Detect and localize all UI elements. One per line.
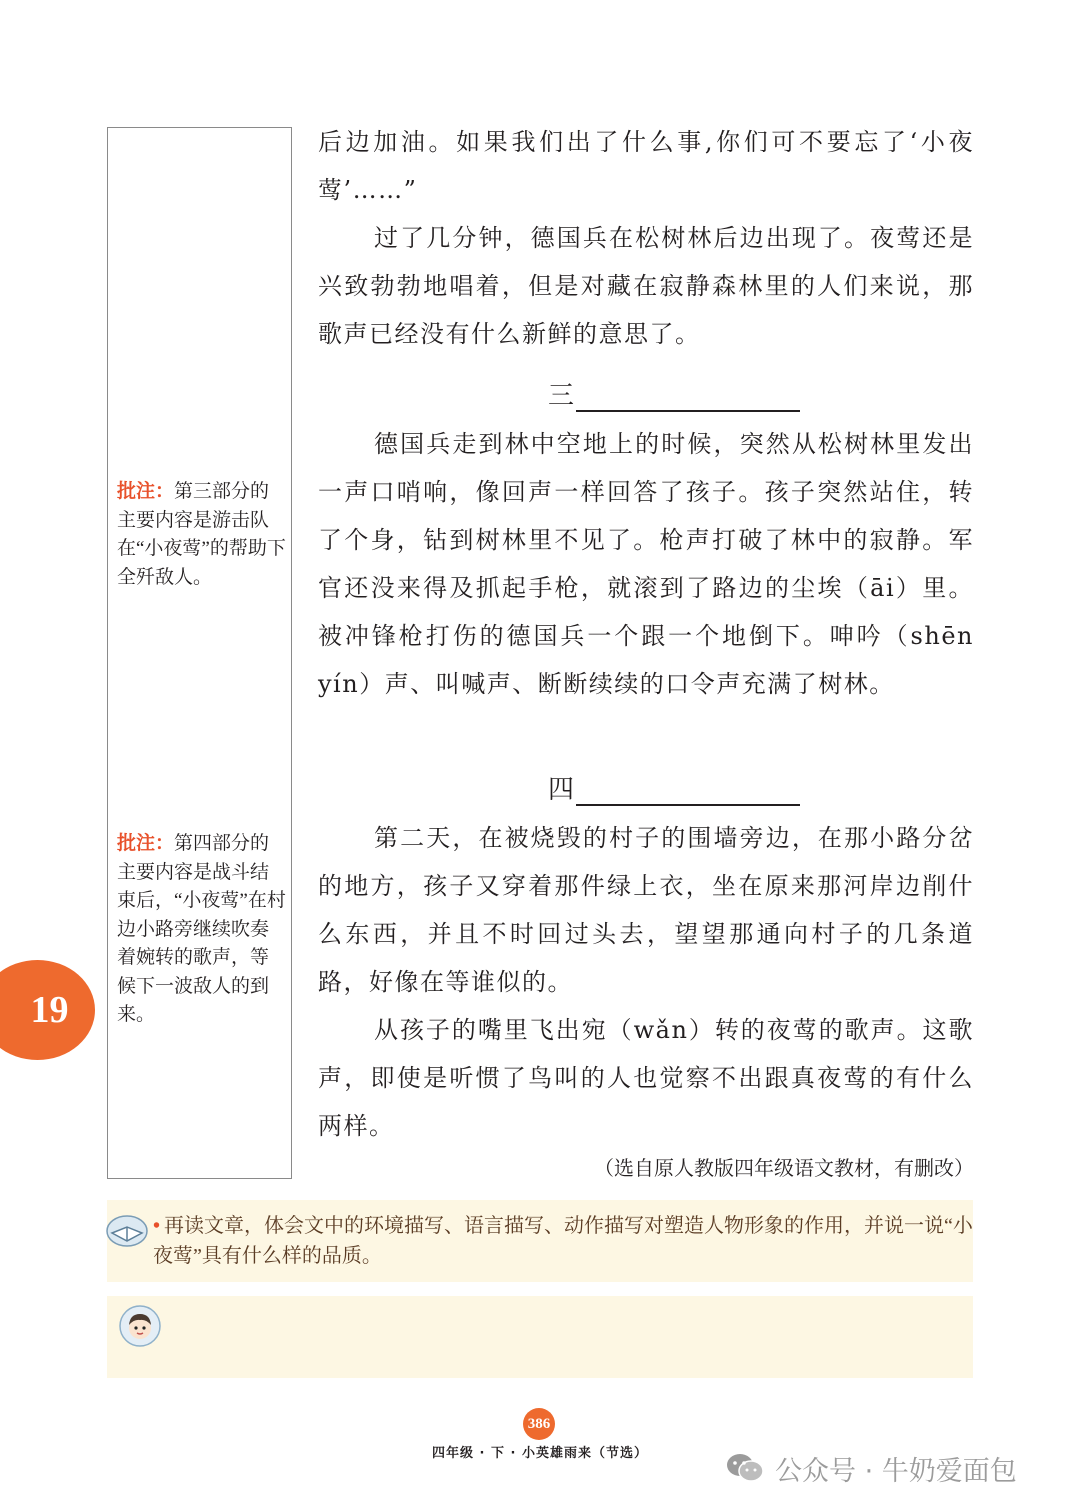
section-heading-3: 三 [548, 381, 575, 411]
question-body: 再读文章，体会文中的环境描写、语言描写、动作描写对塑造人物形象的作用，并说一说“小夜莺”具有什么样的品质。 [153, 1215, 973, 1267]
watermark [725, 1448, 1017, 1488]
answer-box [107, 1296, 973, 1378]
paragraph-4: 第二天，在被烧毁的村子的围墙旁边，在那小路分岔的地方，孩子又穿着那件绿上衣，坐在原来那河岸边削什么东西，并且不时回过头去，望望那通向村子的几条道路，好像在等谁似的。 [318, 824, 974, 996]
watermark-text: 公众号 · 牛奶爱面包 [775, 1455, 1017, 1487]
question-text [153, 1211, 973, 1271]
section-heading-3-underline [576, 410, 800, 412]
section-heading-4: 四 [548, 775, 575, 805]
annotation-text: 第四部分的主要内容是战斗结束后，“小夜莺”在村边小路旁继续吹奏着婉转的歌声，等候下一波敌人的到来。 [117, 833, 286, 1025]
section-heading-4-underline [576, 804, 800, 806]
footer-book-title: 四年级 · 下 · 小英雄雨来（节选） [432, 1446, 648, 1461]
question-bullet: • [153, 1215, 161, 1237]
paragraph-5: 从孩子的嘴里飞出宛（wǎn）转的夜莺的歌声。这歌声，即使是听惯了鸟叫的人也觉察不出跟真夜莺的有什么两样。 [318, 1016, 974, 1140]
annotation-label: 批注： [117, 833, 175, 854]
annotation-text: 第三部分的主要内容是游击队在“小夜莺”的帮助下全歼敌人。 [117, 481, 286, 588]
paragraph-2: 过了几分钟，德国兵在松树林后边出现了。夜莺还是兴致勃勃地唱着，但是对藏在寂静森林里的人们来说，那歌声已经没有什么新鲜的意思了。 [318, 224, 974, 348]
source-citation: （选自原人教版四年级语文教材，有删改） [594, 1158, 974, 1180]
student-avatar-icon [118, 1304, 162, 1348]
wechat-icon [725, 1452, 765, 1484]
paragraph-3: 德国兵走到林中空地上的时候，突然从松树林里发出一声口哨响，像回声一样回答了孩子。孩子突然站住，转了个身，钻到树林里不见了。枪声打破了林中的寂静。军官还没来得及抓起手枪，就滚到了路边的尘埃（āi）里。被冲锋枪打伤的德国兵一个跟一个地倒下。呻吟（shēn yín）声、叫喊声、断断续续的口令声充满了树林。 [318, 430, 974, 698]
annotation-1 [117, 478, 287, 592]
chapter-badge: 19 [0, 960, 95, 1060]
paragraph-1: 后边加油。如果我们出了什么事,你们可不要忘了‘小夜莺’……” [318, 128, 974, 204]
book-icon [106, 1211, 148, 1247]
annotation-2 [117, 830, 287, 1030]
page-number: 386 [523, 1408, 555, 1440]
annotation-label: 批注： [117, 481, 175, 502]
